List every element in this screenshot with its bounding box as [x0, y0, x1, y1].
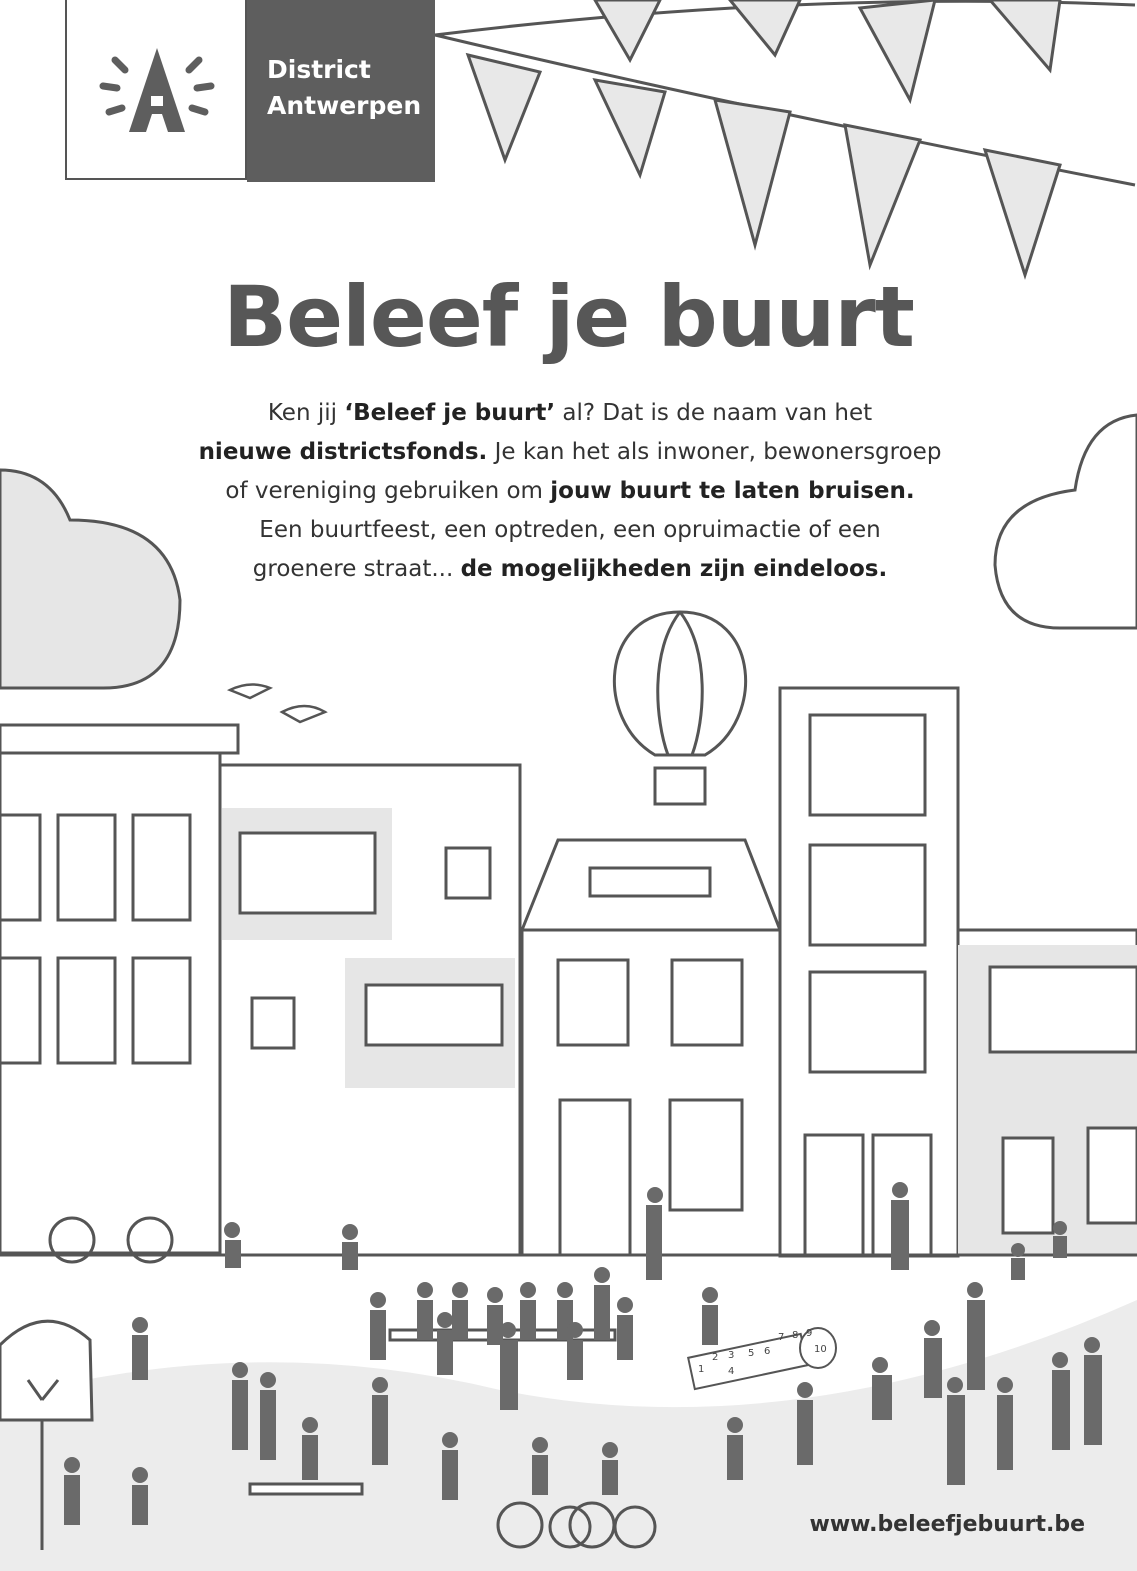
hot-air-balloon [614, 612, 745, 804]
a-rays-mark-icon [67, 0, 247, 180]
intro-text: Je kan het als inwoner, bewonersgroep [487, 439, 942, 465]
district-logo [65, 0, 435, 182]
buildings [0, 688, 1137, 1256]
hopscotch-number: 5 [748, 1348, 755, 1359]
logo-line-district: District [267, 55, 371, 84]
hopscotch-number: 3 [728, 1350, 735, 1361]
district-name-panel [247, 0, 435, 182]
hopscotch-number: 1 [698, 1364, 705, 1375]
logo-line-antwerpen: Antwerpen [267, 91, 422, 120]
intro-bold: jouw buurt te laten bruisen. [550, 478, 915, 504]
intro-text: Een buurtfeest, een optreden, een opruimactie of een [259, 517, 881, 543]
intro-line-2 [140, 433, 1000, 472]
cloud-right [995, 415, 1137, 628]
intro-paragraph [140, 394, 1000, 589]
intro-line-4 [140, 511, 1000, 550]
hopscotch-number: 10 [814, 1344, 827, 1355]
hopscotch-number: 2 [712, 1352, 719, 1363]
bunting-flags [435, 0, 1135, 275]
intro-bold: nieuwe districtsfonds. [198, 439, 488, 465]
intro-bold: ‘Beleef je buurt’ [344, 400, 556, 426]
hopscotch-number: 6 [764, 1346, 771, 1357]
intro-bold: de mogelijkheden zijn eindeloos. [460, 556, 888, 582]
intro-line-1 [140, 394, 1000, 433]
intro-text: groenere straat... [252, 556, 461, 582]
hopscotch-number: 9 [806, 1328, 813, 1339]
page-title: Beleef je buurt [223, 268, 914, 366]
hopscotch-number: 7 [778, 1332, 785, 1343]
hopscotch-number: 4 [728, 1366, 735, 1377]
antwerpen-a-logo-icon [65, 0, 247, 180]
intro-line-5 [140, 550, 1000, 589]
intro-text: al? Dat is de naam van het [555, 400, 873, 426]
intro-text: Ken jij [267, 400, 345, 426]
birds [230, 684, 325, 722]
intro-text: of vereniging gebruiken om [225, 478, 551, 504]
intro-line-3 [140, 472, 1000, 511]
hopscotch-number: 8 [792, 1330, 799, 1341]
website-link[interactable]: www.beleefjebuurt.be [809, 1512, 1085, 1537]
